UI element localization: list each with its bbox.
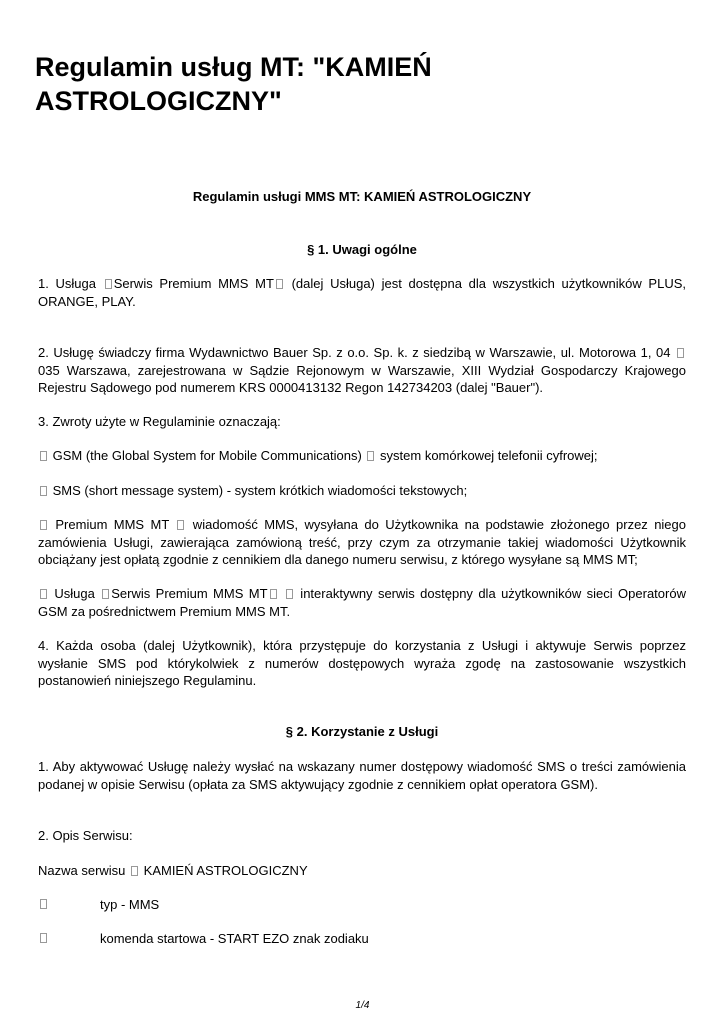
missing-glyph-icon: [677, 348, 684, 358]
section-2-heading: § 2. Korzystanie z Usługi: [285, 724, 439, 739]
missing-glyph-icon: [286, 589, 293, 599]
section-2-paragraph-1: 1. Aby aktywować Usługę należy wysłać na wskazany numer dostępowy wiadomość SMS o treści zamówienia podanej w opisie Serwisu (opłata za SMS aktywujący zgodnie z cennikiem opłat operatora GSM).: [38, 759, 686, 792]
missing-glyph-icon: [102, 589, 109, 599]
missing-glyph-icon: [367, 451, 374, 461]
definition-service: Usługa Serwis Premium MMS MT interaktywny serwis dostępny dla użytkowników sieci Operatorów GSM za pośrednictwem Premium MMS MT.: [38, 586, 686, 619]
definition-gsm: GSM (the Global System for Mobile Communications) system komórkowej telefonii cyfrowej;: [38, 447, 686, 465]
section-2-paragraph-2: 2. Opis Serwisu:: [38, 828, 133, 843]
section-1-paragraph-4: 4. Każda osoba (dalej Użytkownik), która przystępuje do korzystania z Usługi i aktywuje Serwis poprzez wysłanie SMS pod którykolwiek z numerów dostępowych wyraża zgodę na zastosowanie wszystkich postanowień niniejszego Regulaminu.: [38, 638, 686, 688]
missing-glyph-icon: [105, 279, 112, 289]
section-1-heading: § 1. Uwagi ogólne: [307, 242, 417, 257]
missing-glyph-icon: [40, 486, 47, 496]
definition-sms: SMS (short message system) - system krótkich wiadomości tekstowych;: [38, 482, 686, 500]
missing-glyph-icon: [40, 451, 47, 461]
page-number: 1/4: [355, 1000, 370, 1011]
section-1-paragraph-1: 1. Usługa Serwis Premium MMS MT (dalej Usługa) jest dostępna dla wszystkich użytkowników PLUS, ORANGE, PLAY.: [38, 276, 686, 309]
missing-glyph-icon: [276, 279, 283, 289]
bullet-icon: [40, 899, 47, 909]
section-1-paragraph-2: 2. Usługę świadczy firma Wydawnictwo Bauer Sp. z o.o. Sp. k. z siedzibą w Warszawie, ul. Motorowa 1, 04 035 Warszawa, zarejestrowana w Sądzie Rejonowym w Warszawie, XIII Wydział Gospodarczy Krajowego Rejestru Sądowego pod numerem KRS 0000413132 Regon 142734203 (dalej "Bauer").: [38, 345, 686, 395]
bullet-icon: [40, 933, 47, 943]
service-name-line: Nazwa serwisu KAMIEŃ ASTROLOGICZNY: [38, 863, 308, 878]
section-1-paragraph-3: 3. Zwroty użyte w Regulaminie oznaczają:: [38, 414, 281, 429]
missing-glyph-icon: [177, 520, 184, 530]
missing-glyph-icon: [40, 520, 47, 530]
missing-glyph-icon: [270, 589, 277, 599]
document-title: Regulamin usług MT: "KAMIEŃ ASTROLOGICZNY": [35, 52, 432, 116]
missing-glyph-icon: [40, 589, 47, 599]
missing-glyph-icon: [131, 866, 138, 876]
regulation-subtitle: Regulamin usługi MMS MT: KAMIEŃ ASTROLOGICZNY: [192, 189, 532, 204]
document-page: Regulamin usług MT: "KAMIEŃ ASTROLOGICZNY" Regulamin usługi MMS MT: KAMIEŃ ASTROLOGICZNY § 1. Uwagi ogólne 1. Usługa Serwis Premium MMS MT (dalej Usługa) jest dostępna dla wszystkich użytkowników PLUS, ORANGE, PLAY. 2. Usługę świadczy firma Wydawnictwo Bauer Sp. z o.o. Sp. k. z siedzibą w Warszawie, ul. Motorowa 1, 04 035 Warszawa, zarejestrowana w Sądzie Rejonowym w Warszawie, XIII Wydział Gospodarczy Krajowego Rejestru Sądowego pod numerem KRS 0000413132 Regon 142734203 (dalej "Bauer"). 3. Zwroty użyte w Regulaminie oznaczają: GSM (the Global System for Mobile Communications) system komórkowej telefonii cyfrowej; SMS (short message system) - system krótkich wiadomości tekstowych; Premium MMS MT wiadomość MMS, wysyłana do Użytkownika na podstawie złożonego przez niego zamówienia Usługi, zawierająca zamówioną treść, przy czym za otrzymanie takiej wiadomości Użytkownik obciążany jest opłatą zgodnie z cennikiem dla danego numeru serwisu, z którego wysyłane są MMS MT; Usługa Serwis Premium MMS MT interaktywny serwis dostępny dla użytkowników sieci Operatorów GSM za pośrednictwem Premium MMS MT. 4. Każda osoba (dalej Użytkownik), która przystępuje do korzystania z Usługi i aktywuje Serwis poprzez wysłanie SMS pod którykolwiek z numerów dostępowych wyraża zgodę na zastosowanie wszystkich postanowień niniejszego Regulaminu. § 2. Korzystanie z Usługi 1. Aby aktywować Usługę należy wysłać na wskazany numer dostępowy wiadomość SMS o treści zamówienia podanej w opisie Serwisu (opłata za SMS aktywujący zgodnie z cennikiem opłat operatora GSM). 2. Opis Serwisu: Nazwa serwisu KAMIEŃ ASTROLOGICZNY typ - MMS komenda startowa - START EZO znak zodiaku 1/4: [0, 0, 725, 1024]
definition-premium-mms: Premium MMS MT wiadomość MMS, wysyłana do Użytkownika na podstawie złożonego przez niego zamówienia Usługi, zawierająca zamówioną treść, przy czym za otrzymanie takiej wiadomości Użytkownik obciążany jest opłatą zgodnie z cennikiem dla danego numeru serwisu, z którego wysyłane są MMS MT;: [38, 517, 686, 567]
